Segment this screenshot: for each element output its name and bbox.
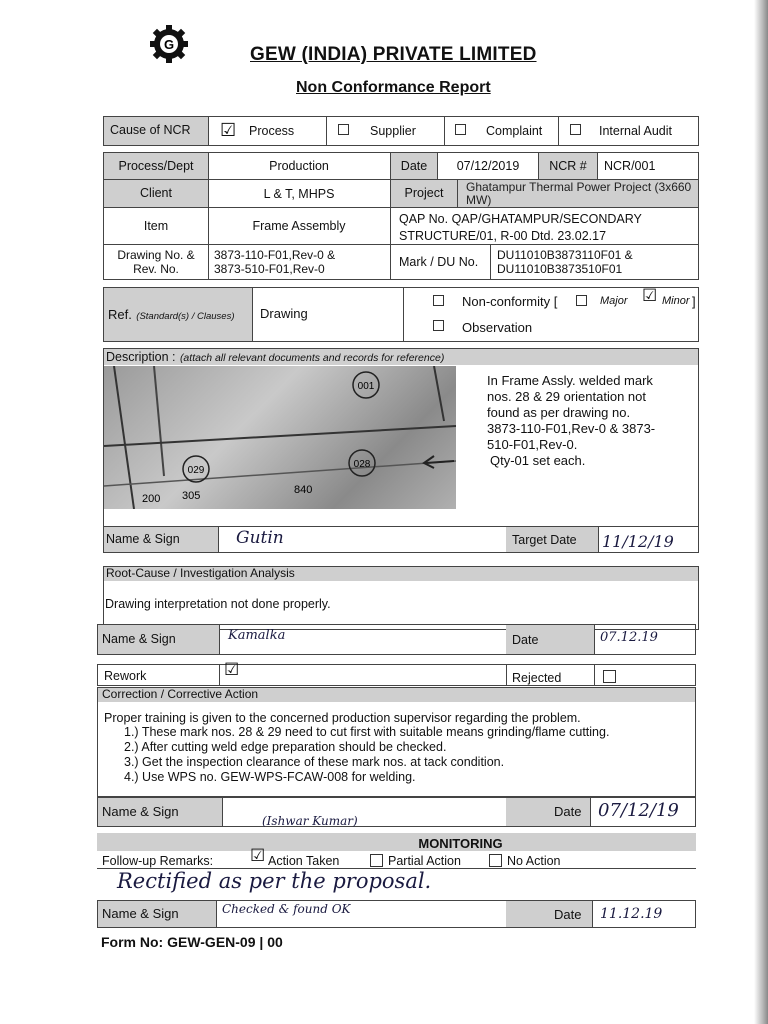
rework-checkbox[interactable]: ☑ (224, 660, 240, 679)
root-cause-date-value: 07.12.19 (600, 630, 658, 645)
root-cause-header: Root-Cause / Investigation Analysis (104, 567, 698, 581)
action-taken-label: Action Taken (268, 854, 340, 868)
corrective-item: 3.) Get the inspection clearance of these mark nos. at tack condition. (124, 755, 505, 769)
logo-letter: G (163, 37, 175, 52)
minor-label: Minor (662, 295, 690, 307)
ref-label-cell (104, 288, 252, 341)
target-date-value: 11/12/19 (602, 532, 674, 551)
defect-photo (104, 366, 456, 509)
monitoring-header (97, 833, 696, 851)
process-dept-label: Process/Dept (104, 153, 208, 179)
observation-checkbox[interactable] (433, 320, 444, 331)
cause-supplier-checkbox[interactable] (338, 124, 349, 135)
corrective-item: 2.) After cutting weld edge preparation should be checked. (124, 740, 447, 754)
description-line: In Frame Assly. welded mark (487, 373, 653, 388)
root-cause-text: Drawing interpretation not done properly. (105, 597, 331, 611)
date-label: Date (391, 153, 437, 179)
cause-process-checkbox[interactable]: ☑ (220, 120, 237, 140)
photo-label-001: 001 (357, 381, 375, 392)
corrective-list (124, 725, 609, 785)
photo-dim-840: 840 (294, 484, 313, 496)
photo-label-028: 028 (353, 459, 371, 470)
report-title: Non Conformance Report (296, 79, 491, 96)
corrective-date-label: Date (506, 798, 590, 826)
observation-label: Observation (462, 320, 533, 335)
monitoring-date-label: Date (506, 901, 592, 927)
corrective-header: Correction / Corrective Action (98, 688, 695, 702)
close-bracket: ] (692, 294, 696, 309)
partial-action-checkbox[interactable] (370, 854, 383, 867)
target-date-label: Target Date (506, 527, 598, 552)
description-line: nos. 28 & 29 orientation not (487, 389, 647, 404)
client-label: Client (104, 180, 208, 207)
corrective-item: 1.) These mark nos. 28 & 29 need to cut first with suitable means grinding/flame cutting. (124, 725, 610, 739)
ncr-number-value: NCR/001 (604, 159, 656, 173)
description-line: 510-F01,Rev-0. (487, 437, 578, 452)
ncr-number-label: NCR # (539, 153, 597, 179)
drawing-label-1: Drawing No. & (117, 248, 195, 262)
mark-du-value-2: DU11010B3873510F01 (497, 262, 623, 276)
gear-logo-icon (140, 24, 198, 68)
root-cause-signature: Kamalka (228, 628, 286, 643)
partial-action-label: Partial Action (388, 854, 461, 868)
drawing-value-1: 3873-110-F01,Rev-0 & (214, 248, 336, 262)
frame-assembly-photo-icon (104, 366, 456, 509)
minor-checkbox[interactable]: ☑ (642, 286, 658, 305)
monitoring-date-value: 11.12.19 (600, 906, 663, 922)
action-taken-checkbox[interactable]: ☑ (250, 846, 266, 865)
process-dept-value: Production (269, 159, 329, 173)
corrective-item: 4.) Use WPS no. GEW-WPS-FCAW-008 for welding. (124, 770, 416, 784)
cause-internal-audit-label: Internal Audit (599, 124, 672, 138)
item-value: Frame Assembly (252, 219, 346, 233)
nonconformity-checkbox[interactable] (433, 295, 444, 306)
cause-process-label: Process (249, 124, 295, 138)
project-value: Ghatampur Thermal Power Project (3x660 MW) (458, 180, 698, 207)
corrective-name-sign-label: Name & Sign (98, 798, 222, 826)
project-label: Project (391, 180, 457, 207)
company-name: GEW (INDIA) PRIVATE LIMITED (250, 44, 537, 65)
followup-remark: Rectified as per the proposal. (117, 869, 432, 893)
major-checkbox[interactable] (576, 295, 587, 306)
rejected-checkbox[interactable] (603, 670, 616, 683)
no-action-checkbox[interactable] (489, 854, 502, 867)
company-logo (140, 24, 198, 68)
date-value: 07/12/2019 (456, 159, 520, 173)
drawing-value-2: 3873-510-F01,Rev-0 (214, 262, 325, 276)
description-line: found as per drawing no. (487, 405, 631, 420)
description-header (104, 349, 698, 365)
cause-internal-audit-checkbox[interactable] (570, 124, 581, 135)
no-action-label: No Action (507, 854, 561, 868)
ref-value: Drawing (260, 306, 308, 321)
cause-label: Cause of NCR (104, 117, 208, 145)
mark-du-value-1: DU11010B3873110F01 & (497, 248, 633, 262)
root-cause-name-sign-label: Name & Sign (98, 625, 219, 654)
description-note: (attach all relevant documents and records for reference) (179, 352, 445, 364)
monitoring-signature: Checked & found OK (222, 902, 351, 916)
item-label: Item (143, 219, 169, 233)
client-value: L & T, MHPS (263, 187, 335, 201)
corrective-signature: (Ishwar Kumar) (262, 814, 358, 828)
description-line: 3873-110-F01,Rev-0 & 3873- (487, 421, 656, 436)
photo-label-029: 029 (187, 465, 205, 476)
root-cause-date-label: Date (506, 625, 594, 654)
rework-label: Rework (104, 669, 147, 683)
ref-label: Ref. (108, 307, 132, 322)
mark-du-label: Mark / DU No. (399, 255, 479, 269)
monitoring-name-sign-label: Name & Sign (98, 901, 216, 927)
rejected-label: Rejected (512, 671, 562, 685)
cause-complaint-checkbox[interactable] (455, 124, 466, 135)
drawing-label-2: Rev. No. (133, 262, 179, 276)
nonconformity-label: Non-conformity [ (462, 294, 558, 309)
qap-line-2: STRUCTURE/01, R-00 Dtd. 23.02.17 (399, 229, 607, 243)
description-signature: Gutin (236, 528, 284, 548)
description-text (487, 373, 692, 469)
cause-supplier-label: Supplier (370, 124, 416, 138)
cause-complaint-label: Complaint (486, 124, 543, 138)
corrective-date-value: 07/12/19 (598, 800, 679, 821)
form-number: Form No: GEW-GEN-09 | 00 (101, 934, 283, 950)
description-label: Description : (106, 350, 176, 364)
major-label: Major (600, 295, 628, 307)
description-name-sign-label: Name & Sign (104, 527, 218, 552)
monitoring-label: MONITORING (418, 836, 503, 851)
corrective-intro: Proper training is given to the concerned production supervisor regarding the problem. (104, 711, 581, 725)
scan-edge (754, 0, 768, 1024)
ref-label-sub: (Standard(s) / Clauses) (136, 311, 235, 322)
qap-line-1: QAP No. QAP/GHATAMPUR/SECONDARY (399, 212, 642, 226)
photo-dim-305: 305 (182, 490, 201, 502)
description-qty: Qty-01 set each. (490, 453, 586, 468)
followup-label: Follow-up Remarks: (102, 854, 214, 868)
photo-dim-200: 200 (142, 493, 161, 505)
